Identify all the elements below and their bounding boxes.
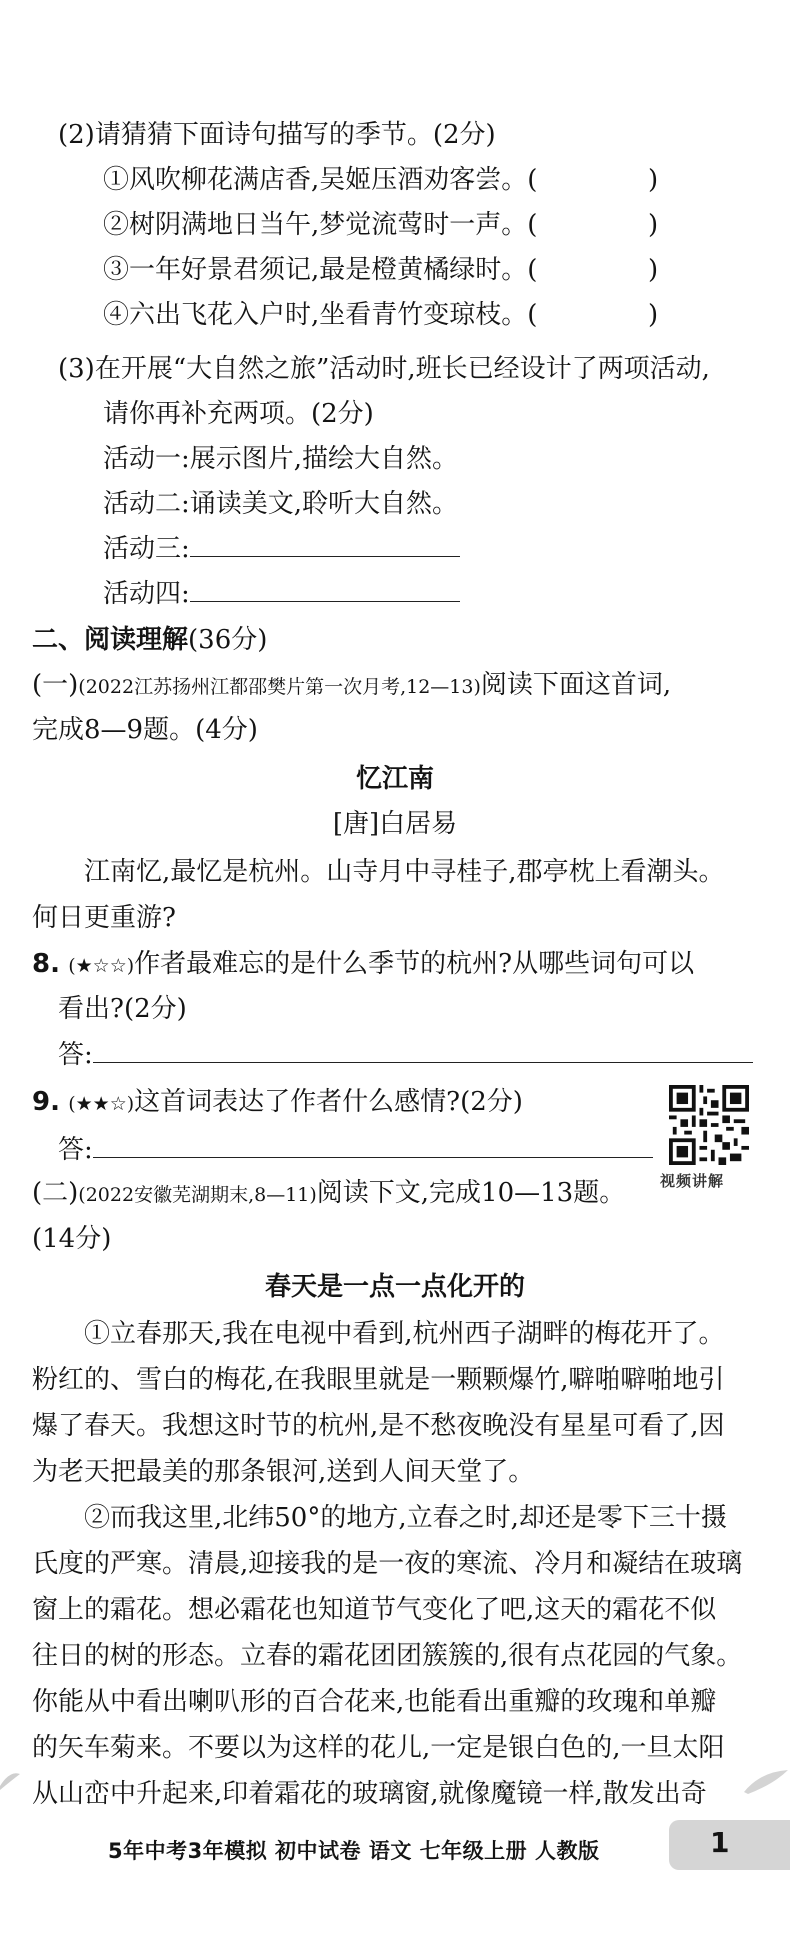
q9-line-1	[32, 1085, 523, 1121]
q9-answer	[58, 1133, 653, 1167]
poem-title: 忆江南	[355, 764, 434, 794]
q2-item-2-close: )	[648, 210, 659, 240]
article-line-10: 的矢车菊来。不要以为这样的花儿,一定是银白色的,一旦太阳	[32, 1733, 725, 1763]
q8-answer-label: 答:	[58, 1040, 93, 1070]
article-line-9: 你能从中看出喇叭形的百合花来,也能看出重瓣的玫瑰和单瓣	[32, 1687, 717, 1717]
poem-author: [唐]白居易	[332, 809, 458, 839]
q3-activity-4-blank[interactable]	[190, 579, 460, 602]
q3-line-1: (3)在开展“大自然之旅”活动时,班长已经设计了两项活动,	[58, 354, 710, 384]
q3-activity-4	[103, 577, 460, 611]
article-line-2: 粉红的、雪白的梅花,在我眼里就是一颗颗爆竹,噼啪噼啪地引	[32, 1365, 725, 1395]
part-1-instruction: 阅读下面这首词,	[480, 670, 672, 700]
q8-line-2: 看出?(2分)	[58, 994, 187, 1024]
article-line-1: ①立春那天,我在电视中看到,杭州西子湖畔的梅花开了。	[84, 1319, 725, 1349]
q2-item-4: ④六出飞花入户时,坐看青竹变琼枝。(	[103, 300, 538, 330]
q3-activity-3-blank[interactable]	[190, 534, 460, 557]
qr-caption: 视频讲解	[660, 1172, 725, 1190]
q2-item-4-close: )	[648, 300, 659, 330]
section-2-title: 二、阅读理解	[32, 625, 189, 655]
part-2-open: (二)	[32, 1178, 79, 1208]
q2-item-3: ③一年好景君须记,最是橙黄橘绿时。(	[103, 255, 538, 285]
footer-book-title: 5年中考3年模拟 初中试卷 语文 七年级上册 人教版	[108, 1839, 600, 1863]
q8-line-1	[32, 947, 694, 983]
article-line-8: 往日的树的形态。立春的霜花团团簇簇的,很有点花园的气象。	[32, 1641, 743, 1671]
part-2-instruction: 阅读下文,完成10—13题。	[316, 1178, 626, 1208]
article-line-7: 窗上的霜花。想必霜花也知道节气变化了吧,这天的霜花不似	[32, 1595, 717, 1625]
q3-activity-1: 活动一:展示图片,描绘大自然。	[103, 444, 459, 474]
q2-prompt: (2)请猜猜下面诗句描写的季节。(2分)	[58, 120, 496, 150]
q9-answer-label: 答:	[58, 1135, 93, 1165]
q3-activity-2: 活动二:诵读美文,聆听大自然。	[103, 489, 459, 519]
section-2-heading	[32, 623, 267, 657]
poem-line-2: 何日更重游?	[32, 903, 176, 933]
q8-answer-blank[interactable]	[93, 1040, 753, 1063]
part-1-intro-line-1	[32, 668, 671, 704]
q8-text: 作者最难忘的是什么季节的杭州?从哪些词句可以	[134, 949, 695, 979]
article-line-3: 爆了春天。我想这时节的杭州,是不愁夜晚没有星星可看了,因	[32, 1411, 725, 1441]
page-number-tab	[669, 1820, 790, 1870]
article-line-4: 为老天把最美的那条银河,送到人间天堂了。	[32, 1457, 535, 1487]
q2-item-1-close: )	[648, 165, 659, 195]
q8-answer	[58, 1038, 753, 1072]
section-2-score: (36分)	[188, 625, 268, 655]
q2-item-3-close: )	[648, 255, 659, 285]
q9-number: 9.	[32, 1087, 60, 1117]
article-title: 春天是一点一点化开的	[264, 1272, 525, 1302]
q2-item-2: ②树阴满地日当午,梦觉流莺时一声。(	[103, 210, 538, 240]
q2-item-1: ①风吹柳花满店香,吴姬压酒劝客尝。(	[103, 165, 538, 195]
article-line-6: 氏度的严寒。清晨,迎接我的是一夜的寒流、冷月和凝结在玻璃	[32, 1549, 743, 1579]
part-1-source: (2022江苏扬州江都邵樊片第一次月考,12—13)	[78, 676, 481, 698]
qr-code-icon[interactable]	[669, 1085, 749, 1165]
q3-activity-3	[103, 532, 460, 566]
page-number: 1	[710, 1826, 730, 1859]
q9-difficulty: (★★☆)	[68, 1093, 135, 1115]
q3-line-2: 请你再补充两项。(2分)	[103, 399, 374, 429]
leaf-decoration-left-icon	[0, 1766, 20, 1792]
part-1-open: (一)	[32, 670, 79, 700]
article-line-5: ②而我这里,北纬50°的地方,立春之时,却还是零下三十摄	[84, 1503, 727, 1533]
poem-line-1: 江南忆,最忆是杭州。山寺月中寻桂子,郡亭枕上看潮头。	[84, 857, 725, 887]
q8-difficulty: (★☆☆)	[68, 955, 135, 977]
q3-activity-4-label: 活动四:	[103, 579, 190, 609]
part-2-intro-line-1	[32, 1176, 625, 1212]
article-line-11: 从山峦中升起来,印着霜花的玻璃窗,就像魔镜一样,散发出奇	[32, 1779, 707, 1809]
q3-activity-3-label: 活动三:	[103, 534, 190, 564]
q9-answer-blank[interactable]	[93, 1135, 653, 1158]
part-2-source: (2022安徽芜湖期末,8—11)	[78, 1184, 317, 1206]
part-2-intro-line-2: (14分)	[32, 1224, 112, 1254]
part-1-intro-line-2: 完成8—9题。(4分)	[32, 715, 258, 745]
leaf-decoration-right-icon	[740, 1768, 790, 1796]
q8-number: 8.	[32, 949, 60, 979]
q9-text: 这首词表达了作者什么感情?(2分)	[134, 1087, 523, 1117]
